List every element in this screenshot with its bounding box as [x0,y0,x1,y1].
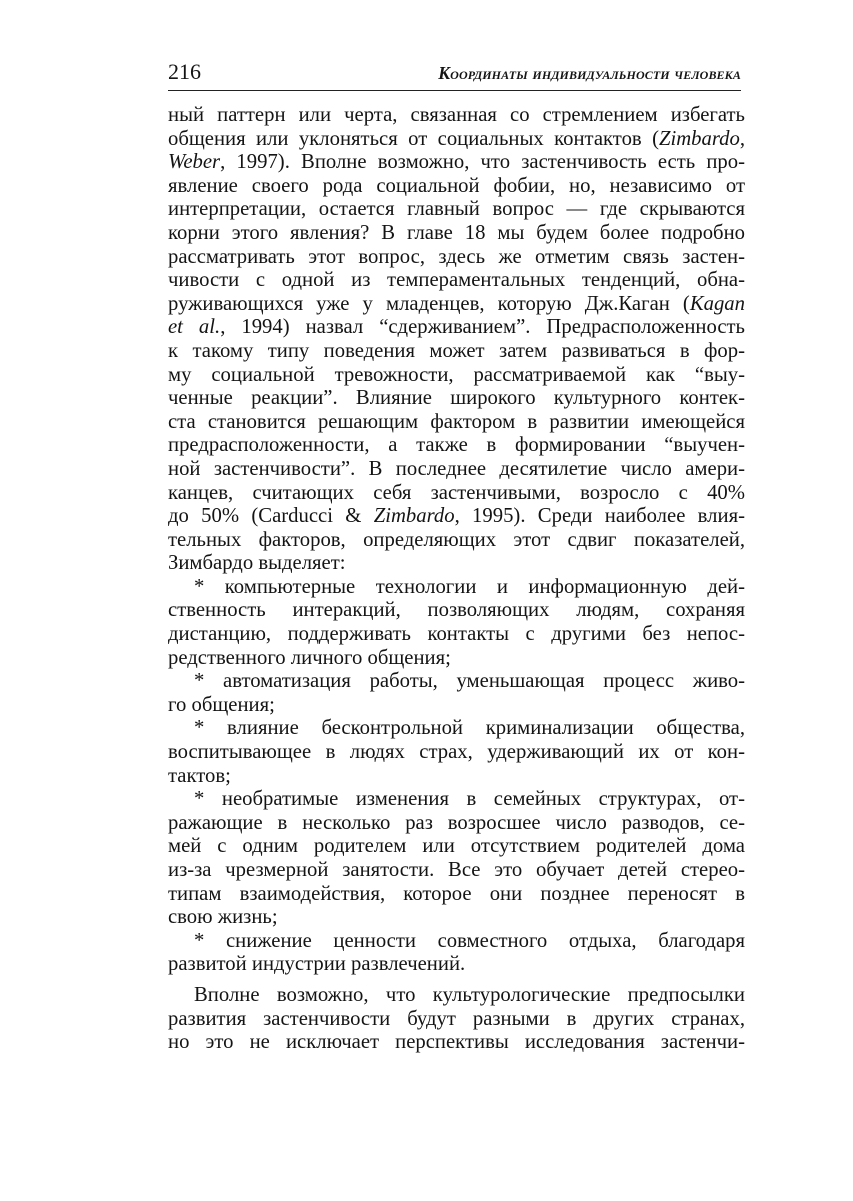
list-item-line: редственного личного общения; [168,646,451,669]
text-line: до 50% (Carducci & Zimbardo, 1995). Среди наиболее влия- [168,505,745,528]
list-item-line: * компьютерные технологии и информационную дей- [194,575,745,598]
text-line: предрасположенности, а также в формировании “выучен- [168,434,745,457]
text-line: Зимбардо выделяет: [168,552,346,575]
list-item-line: * влияние бесконтрольной криминализации общества, [194,717,745,740]
text-line: но это не исключает перспективы исследования застенчи- [168,1031,745,1054]
text-line: явление своего рода социальной фобии, но, независимо от [168,174,745,197]
text-line: канцев, считающих себя застенчивыми, возросло с 40% [168,481,745,504]
list-item-line: воспитывающее в людях страх, удерживающий их от кон- [168,741,745,764]
text-line: му социальной тревожности, рассматриваемой как “выу- [168,363,745,386]
header-rule [168,90,741,91]
running-title: Координаты индивидуальности человека [438,63,741,83]
list-item-line: мей с одним родителем или отсутствием родителей дома [168,835,745,858]
list-item-line: типам взаимодействия, которое они позднее переносят в [168,882,745,905]
text-line: интерпретации, остается главный вопрос — где скрываются [168,198,745,221]
page-number: 216 [168,59,201,84]
text-line: корни этого явления? В главе 18 мы будем более подробно [168,221,745,244]
text-line: тельных факторов, определяющих этот сдвиг показателей, [168,528,745,551]
text-line: рассматривать этот вопрос, здесь же отметим связь застен- [168,245,745,268]
list-item-line: из-за чрезмерной занятости. Все это обучает детей стерео- [168,859,745,881]
body-text [168,104,745,1055]
list-item-line: дистанцию, поддерживать контакты с другими без непос- [168,623,745,646]
text-line: ста становится решающим фактором в развитии имеющейся [168,410,745,433]
page-header [168,59,741,89]
paragraph-gap [168,977,745,984]
text-line: ный паттерн или черта, связанная со стремлением избегать [168,104,745,126]
list-item-line: свою жизнь; [168,906,278,929]
list-item-line: ственность интеракций, позволяющих людям, сохраняя [168,599,745,622]
text-line: чивости с одной из темпераментальных тенденций, обна- [168,269,745,292]
text-line: ной застенчивости”. В последнее десятилетие число амери- [168,457,745,480]
list-item-line: тактов; [168,764,231,787]
text-line: развития застенчивости будут разными в других странах, [168,1007,745,1030]
list-item-line: * необратимые изменения в семейных структурах, от- [194,788,745,811]
text-line: руживающихся уже у младенцев, которую Дж.Каган (Kagan [168,292,745,315]
text-line: к такому типу поведения может затем развиваться в фор- [168,339,745,362]
list-item-line: ражающие в несколько раз возросшее число разводов, се- [168,811,745,834]
list-item-line: * снижение ценности совместного отдыха, благодаря [194,929,745,952]
text-line: Вполне возможно, что культурологические предпосылки [194,983,745,1006]
list-item-line: * автоматизация работы, уменьшающая процесс живо- [194,670,745,693]
text-line: et al., 1994) назвал “сдерживанием”. Предрасположенность [168,316,745,339]
text-line: общения или уклоняться от социальных контактов (Zimbardo, [168,127,745,150]
text-line: ченные реакции”. Влияние широкого культурного контек- [168,387,745,410]
text-line: Weber, 1997). Вполне возможно, что застенчивость есть про- [168,151,745,174]
list-item-line: развитой индустрии развлечений. [168,953,466,976]
list-item-line: го общения; [168,693,275,716]
